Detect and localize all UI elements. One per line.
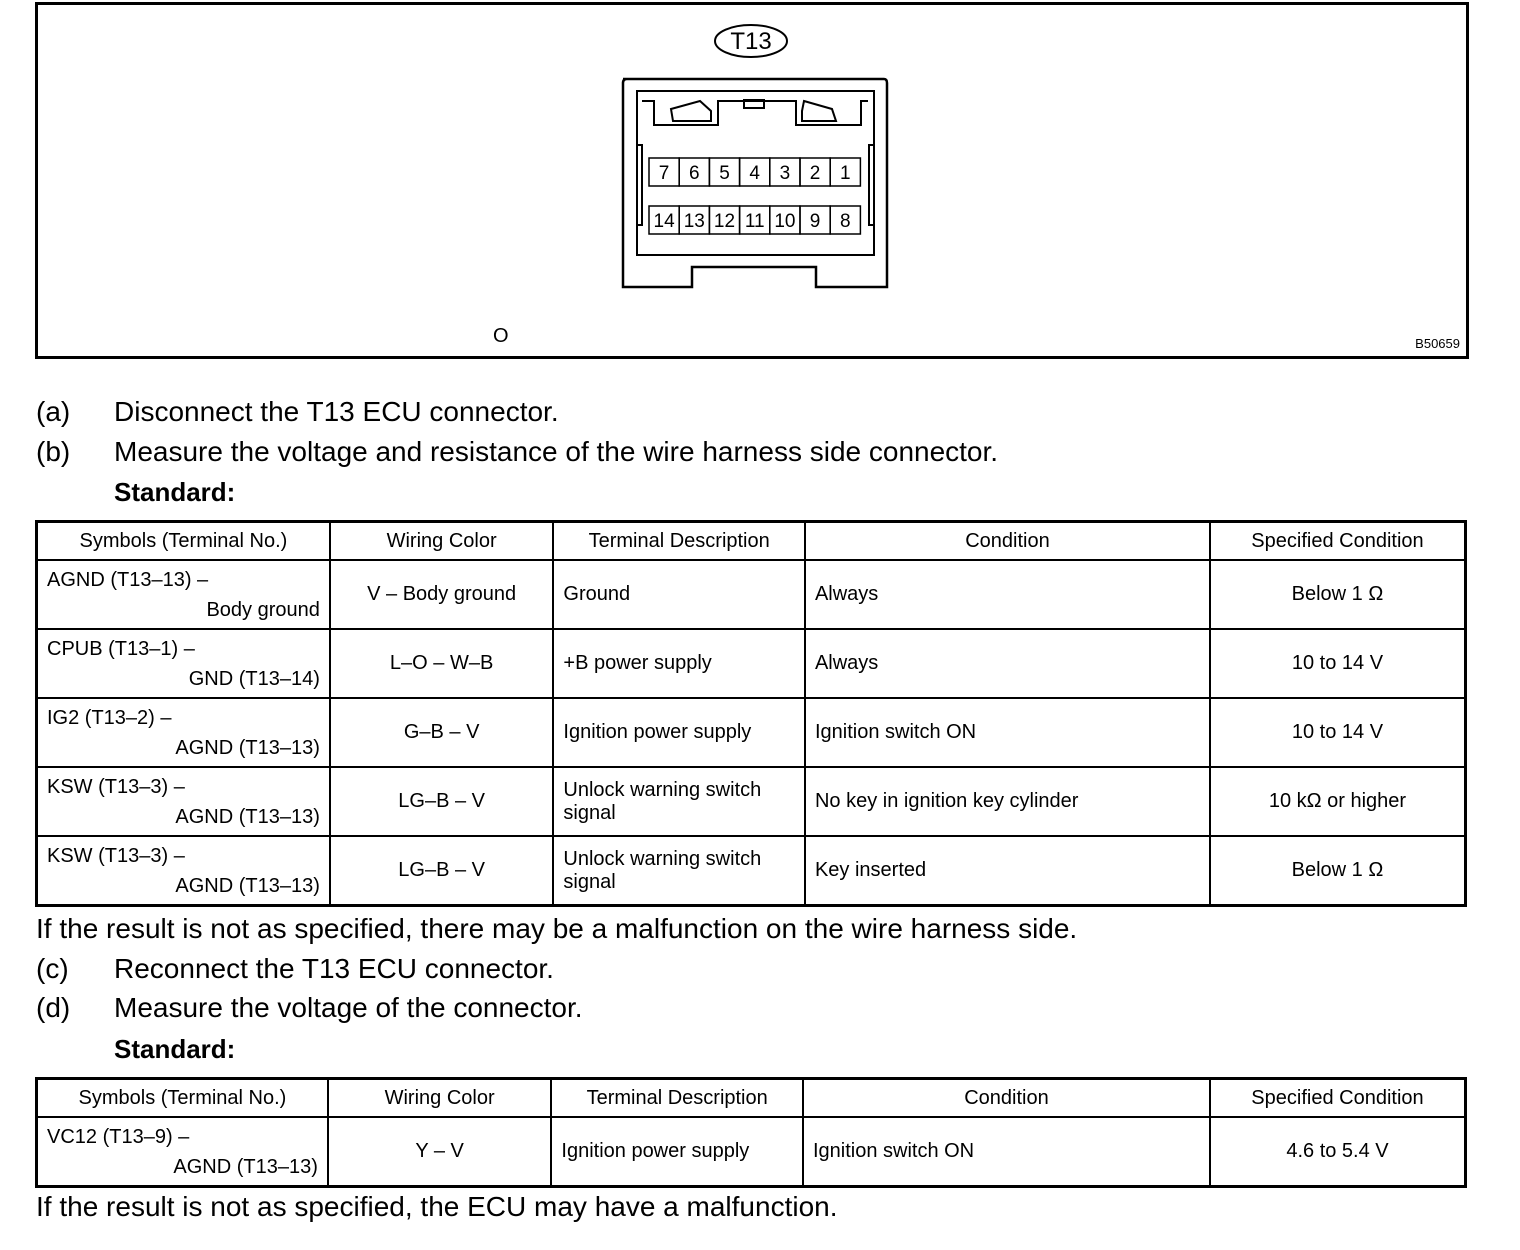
step-b-text: Measure the voltage and resistance of the wire harness side connector. (114, 436, 999, 467)
cell-specified-condition: Below 1 Ω (1210, 560, 1466, 629)
pin-row-top (649, 158, 860, 186)
cell-specified-condition: Below 1 Ω (1210, 836, 1466, 906)
step-a-label: (a) (36, 396, 71, 427)
cell-condition: Always (805, 560, 1210, 629)
step-d-text: Measure the voltage of the connector. (114, 992, 583, 1023)
figure-code: B50659 (1415, 336, 1460, 351)
cell-specified-condition: 10 kΩ or higher (1210, 767, 1466, 836)
connector-t13-drawing (38, 5, 1466, 356)
cell-symbols (37, 836, 330, 906)
symbol-to: AGND (T13–13) (175, 736, 320, 759)
cell-condition: Key inserted (805, 836, 1210, 906)
cell-condition: Always (805, 629, 1210, 698)
pin-number: 9 (809, 211, 821, 232)
symbol-from: KSW (T13–3) – (47, 775, 185, 798)
table-row (37, 698, 1466, 767)
pin-number: 4 (749, 163, 760, 184)
pin-number: 14 (653, 211, 675, 232)
step-b-label: (b) (36, 436, 71, 467)
cell-wiring-color: LG–B – V (330, 767, 554, 836)
cell-symbols (37, 560, 330, 629)
cell-wiring-color: V – Body ground (330, 560, 554, 629)
step-d-label: (d) (36, 992, 71, 1023)
note-harness: If the result is not as specified, there may be a malfunction on the wire harness side. (36, 913, 1078, 944)
connector-label: T13 (730, 28, 772, 55)
header-condition: Condition (803, 1079, 1210, 1118)
symbol-from: AGND (T13–13) – (47, 568, 209, 591)
table-header-row (37, 522, 1466, 561)
step-a (36, 396, 559, 428)
table-row (37, 1117, 1466, 1187)
cell-specified-condition: 10 to 14 V (1210, 629, 1466, 698)
step-c (36, 953, 554, 985)
pin-number: 10 (774, 211, 796, 232)
cell-terminal-description: Ignition power supply (553, 698, 805, 767)
standard-label-1: Standard: (114, 477, 236, 507)
cell-symbols (37, 698, 330, 767)
pin-row-bottom (649, 206, 860, 234)
table-header-row (37, 1079, 1466, 1118)
symbol-from: VC12 (T13–9) – (47, 1125, 190, 1148)
step-c-label: (c) (36, 953, 69, 984)
cell-terminal-description: +B power supply (553, 629, 805, 698)
step-a-text: Disconnect the T13 ECU connector. (114, 396, 559, 427)
cell-symbols (37, 629, 330, 698)
cell-specified-condition: 10 to 14 V (1210, 698, 1466, 767)
pin-number: 6 (689, 163, 700, 184)
cell-condition: No key in ignition key cylinder (805, 767, 1210, 836)
symbol-to: GND (T13–14) (188, 667, 320, 690)
symbol-from: KSW (T13–3) – (47, 844, 185, 867)
table-row (37, 836, 1466, 906)
cell-wiring-color: LG–B – V (330, 836, 554, 906)
cell-terminal-description: Unlock warning switch signal (553, 836, 805, 906)
stray-mark: O (493, 325, 509, 347)
header-specified-condition: Specified Condition (1210, 522, 1466, 561)
symbol-to: AGND (T13–13) (175, 805, 320, 828)
pin-number: 3 (779, 163, 791, 184)
header-condition: Condition (805, 522, 1210, 561)
connector-diagram (35, 2, 1469, 359)
cell-terminal-description: Ignition power supply (551, 1117, 803, 1187)
pin-number: 5 (719, 163, 730, 184)
cell-wiring-color: G–B – V (330, 698, 554, 767)
table-row (37, 767, 1466, 836)
header-wiring-color: Wiring Color (330, 522, 554, 561)
pin-number: 7 (658, 163, 670, 184)
cell-symbols (37, 767, 330, 836)
table-row (37, 629, 1466, 698)
cell-specified-condition: 4.6 to 5.4 V (1210, 1117, 1466, 1187)
pin-number: 12 (713, 211, 736, 232)
step-d (36, 992, 583, 1024)
step-b (36, 436, 998, 468)
standard-label-2: Standard: (114, 1034, 236, 1064)
cell-symbols (37, 1117, 328, 1187)
symbol-from: IG2 (T13–2) – (47, 706, 172, 729)
latch-left (671, 101, 711, 121)
cell-condition: Ignition switch ON (805, 698, 1210, 767)
header-terminal-description: Terminal Description (551, 1079, 803, 1118)
symbol-from: CPUB (T13–1) – (47, 637, 195, 660)
pin-number: 2 (809, 163, 821, 184)
latch-right (802, 101, 836, 121)
symbol-to: AGND (T13–13) (175, 874, 320, 897)
header-terminal-description: Terminal Description (553, 522, 805, 561)
pin-number: 8 (840, 211, 851, 232)
cell-terminal-description: Ground (553, 560, 805, 629)
cell-terminal-description: Unlock warning switch signal (553, 767, 805, 836)
table-row (37, 560, 1466, 629)
symbol-to: AGND (T13–13) (173, 1155, 318, 1178)
cell-wiring-color: L–O – W–B (330, 629, 554, 698)
header-symbols: Symbols (Terminal No.) (37, 522, 330, 561)
cell-wiring-color: Y – V (328, 1117, 552, 1187)
pin-number: 1 (840, 163, 851, 184)
step-c-text: Reconnect the T13 ECU connector. (114, 953, 554, 984)
standard-table-2 (35, 1077, 1467, 1188)
pin-number: 11 (744, 211, 765, 232)
symbol-to: Body ground (206, 598, 320, 621)
note-ecu: If the result is not as specified, the ECU may have a malfunction. (36, 1191, 838, 1222)
header-wiring-color: Wiring Color (328, 1079, 552, 1118)
header-symbols: Symbols (Terminal No.) (37, 1079, 328, 1118)
pin-number: 13 (683, 211, 705, 232)
header-specified-condition: Specified Condition (1210, 1079, 1466, 1118)
standard-table-1 (35, 520, 1467, 907)
cell-condition: Ignition switch ON (803, 1117, 1210, 1187)
